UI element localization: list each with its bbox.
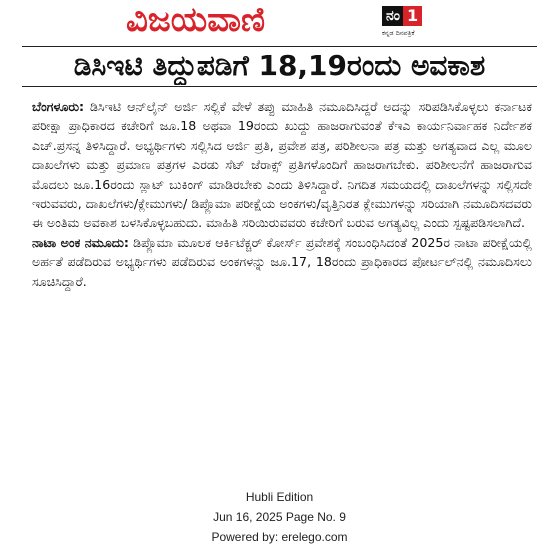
edition-label: Hubli Edition: [245, 490, 314, 504]
masthead-tagline: ಕನ್ನಡ ದಿನಪತ್ರಿಕೆ: [382, 29, 415, 37]
article-paragraph-2: [32, 233, 532, 291]
date-page-label: Jun 16, 2025 Page No. 9: [213, 510, 346, 524]
article-body: [32, 97, 532, 291]
badge-label: ನಂ: [382, 6, 403, 26]
dateline: ಬೆಂಗಳೂರು:: [32, 99, 85, 114]
masthead-logo: ವಿಜಯವಾಣಿ: [126, 0, 266, 40]
number-one-badge: [382, 6, 422, 26]
article-headline: ಡಿಸಿಇಟಿ ತಿದ್ದುಪಡಿಗೆ 18,19ರಂದು ಅವಕಾಶ: [73, 49, 486, 82]
powered-by-label: Powered by: erelego.com: [211, 530, 348, 544]
article-paragraph-1: [32, 97, 532, 233]
paragraph-2-text: ಡಿಪ್ಲೊಮಾ ಮೂಲಕ ಆರ್ಕಿಟೆಕ್ಚರ್ ಕೋರ್ಸ್ ಪ್ರವೇಶಕ್ಕೆ ಸಂಬಂಧಿಸಿದಂತೆ 2025ರ ನಾಟಾ ಪರೀಕ್ಷೆಯಲ್ಲಿ ಅರ್ಹತೆ ಪಡೆದಿರುವ ಅಭ್ಯರ್ಥಿಗಳು ಪಡೆದಿರುವ ಅಂಕಗಳನ್ನು ಜೂ.17, 18ರಂದು ಪ್ರಾಧಿಕಾರದ ಪೋರ್ಟಲ್‌ನಲ್ಲಿ ನಮೂದಿಸಲು ಸೂಚಿಸಿದ್ದಾರೆ.: [32, 234, 532, 289]
masthead: [0, 0, 559, 44]
headline-bottom-rule: [22, 86, 537, 87]
paragraph-1-text: ಡಿಸಿಇಟಿ ಆನ್‌ಲೈನ್ ಅರ್ಜಿ ಸಲ್ಲಿಕೆ ವೇಳೆ ತಪ್ಪು ಮಾಹಿತಿ ನಮೂದಿಸಿದ್ದರೆ ಅದನ್ನು ಸರಿಪಡಿಸಿಕೊಳ್ಳಲು ಕರ್ನಾಟಕ ಪರೀಕ್ಷಾ ಪ್ರಾಧಿಕಾರದ ಕಚೇರಿಗೆ ಜೂ.18 ಅಥವಾ 19ರಂದು ಖುದ್ದು ಹಾಜರಾಗುವಂತೆ ಕೆಇಎ ಕಾರ್ಯನಿರ್ವಾಹಕ ನಿರ್ದೇಶಕ ಎಚ್.ಪ್ರಸನ್ನ ತಿಳಿಸಿದ್ದಾರೆ. ಅಭ್ಯರ್ಥಿಗಳು ಸಲ್ಲಿಸಿದ ಅರ್ಜಿ ಪ್ರತಿ, ಪ್ರವೇಶ ಪತ್ರ, ಪರಿಶೀಲನಾ ಪತ್ರ ಮತ್ತು ಅಗತ್ಯವಾದ ಎಲ್ಲ ಮೂಲ ದಾಖಲೆಗಳು ಮತ್ತು ಪ್ರಮಾಣ ಪತ್ರಗಳ ಎರಡು ಸೆಟ್ ಜೆರಾಕ್ಸ್ ಪ್ರತಿಗಳೊಂದಿಗೆ ಹಾಜರಾಗಬೇಕು. ಪರಿಶೀಲನೆಗೆ ಹಾಜರಾಗುವ ಮೊದಲು ಜೂ.16ರಂದು ಸ್ಲಾಟ್ ಬುಕಿಂಗ್ ಮಾಡಿರಬೇಕು ಎಂದು ತಿಳಿಸಿದ್ದಾರೆ. ನಿಗದಿತ ಸಮಯದಲ್ಲಿ ದಾಖಲೆಗಳನ್ನು ಸಲ್ಲಿಸದೇ ಇರುವವರು, ದಾಖಲೆಗಳು/ಕ್ಲೇಮುಗಳು/ ಡಿಪ್ಲೊಮಾ ಪರೀಕ್ಷೆಯ ಅಂಕಗಳು/ವೃತ್ತಿನಿರತ ಕ್ಲೇಮುಗಳನ್ನು ಸರಿಯಾಗಿ ನಮೂದಿಸದವರು ಈ ಅಂತಿಮ ಅವಕಾಶ ಬಳಸಿಕೊಳ್ಳಬಹುದು. ಮಾಹಿತಿ ಸರಿಯಿರುವವರು ಕಚೇರಿಗೆ ಬರುವ ಅಗತ್ಯವಿಲ್ಲ ಎಂದು ಸ್ಪಷ್ಟಪಡಿಸಲಾಗಿದೆ.: [32, 99, 532, 231]
badge-number: 1: [403, 6, 422, 26]
subhead-nata: ನಾಟಾ ಅಂಕ ನಮೂದು:: [32, 234, 129, 250]
